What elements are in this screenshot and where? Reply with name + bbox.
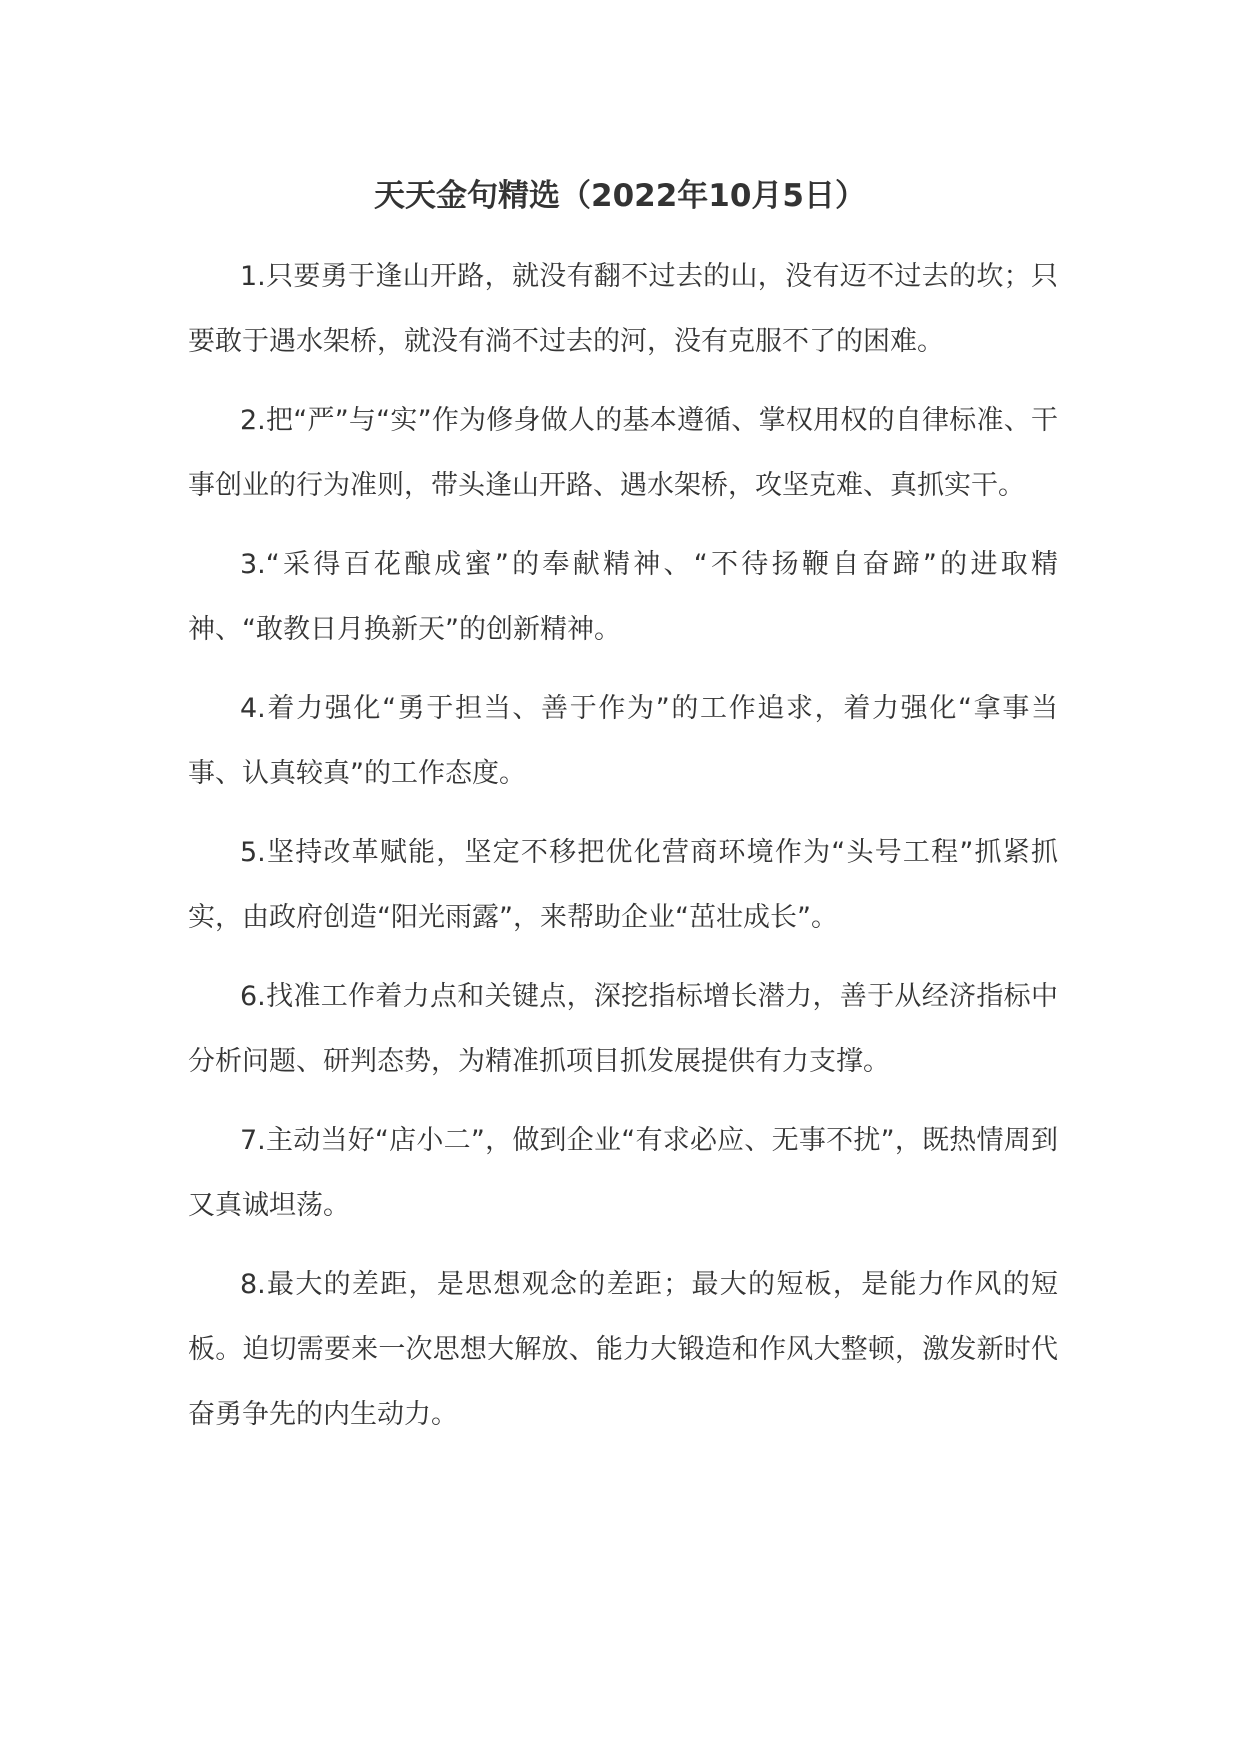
- paragraph-8: 8.最大的差距，是思想观念的差距；最大的短板，是能力作风的短板。迫切需要来一次思想大解放、能力大锻造和作风大整顿，激发新时代奋勇争先的内生动力。: [188, 1269, 1058, 1430]
- paragraph-2: 2.把“严”与“实”作为修身做人的基本遵循、掌权用权的自律标准、干事创业的行为准则，带头逢山开路、遇水架桥，攻坚克难、真抓实干。: [188, 405, 1058, 501]
- paragraph-4: 4.着力强化“勇于担当、善于作为”的工作追求，着力强化“拿事当事、认真较真”的工作态度。: [188, 693, 1058, 789]
- page-title: 天天金句精选（2022年10月5日）: [374, 178, 866, 214]
- paragraph-6: 6.找准工作着力点和关键点，深挖指标增长潜力，善于从经济指标中分析问题、研判态势，为精准抓项目抓发展提供有力支撑。: [188, 981, 1058, 1077]
- paragraph-3: 3.“采得百花酿成蜜”的奉献精神、“不待扬鞭自奋蹄”的进取精神、“敢教日月换新天”的创新精神。: [188, 549, 1058, 645]
- document-body: [188, 244, 1058, 1447]
- paragraph-7: 7.主动当好“店小二”，做到企业“有求必应、无事不扰”，既热情周到又真诚坦荡。: [188, 1125, 1058, 1221]
- paragraph-1: 1.只要勇于逢山开路，就没有翻不过去的山，没有迈不过去的坎；只要敢于遇水架桥，就没有淌不过去的河，没有克服不了的困难。: [188, 261, 1058, 357]
- paragraph-5: 5.坚持改革赋能，坚定不移把优化营商环境作为“头号工程”抓紧抓实，由政府创造“阳光雨露”，来帮助企业“茁壮成长”。: [188, 837, 1058, 933]
